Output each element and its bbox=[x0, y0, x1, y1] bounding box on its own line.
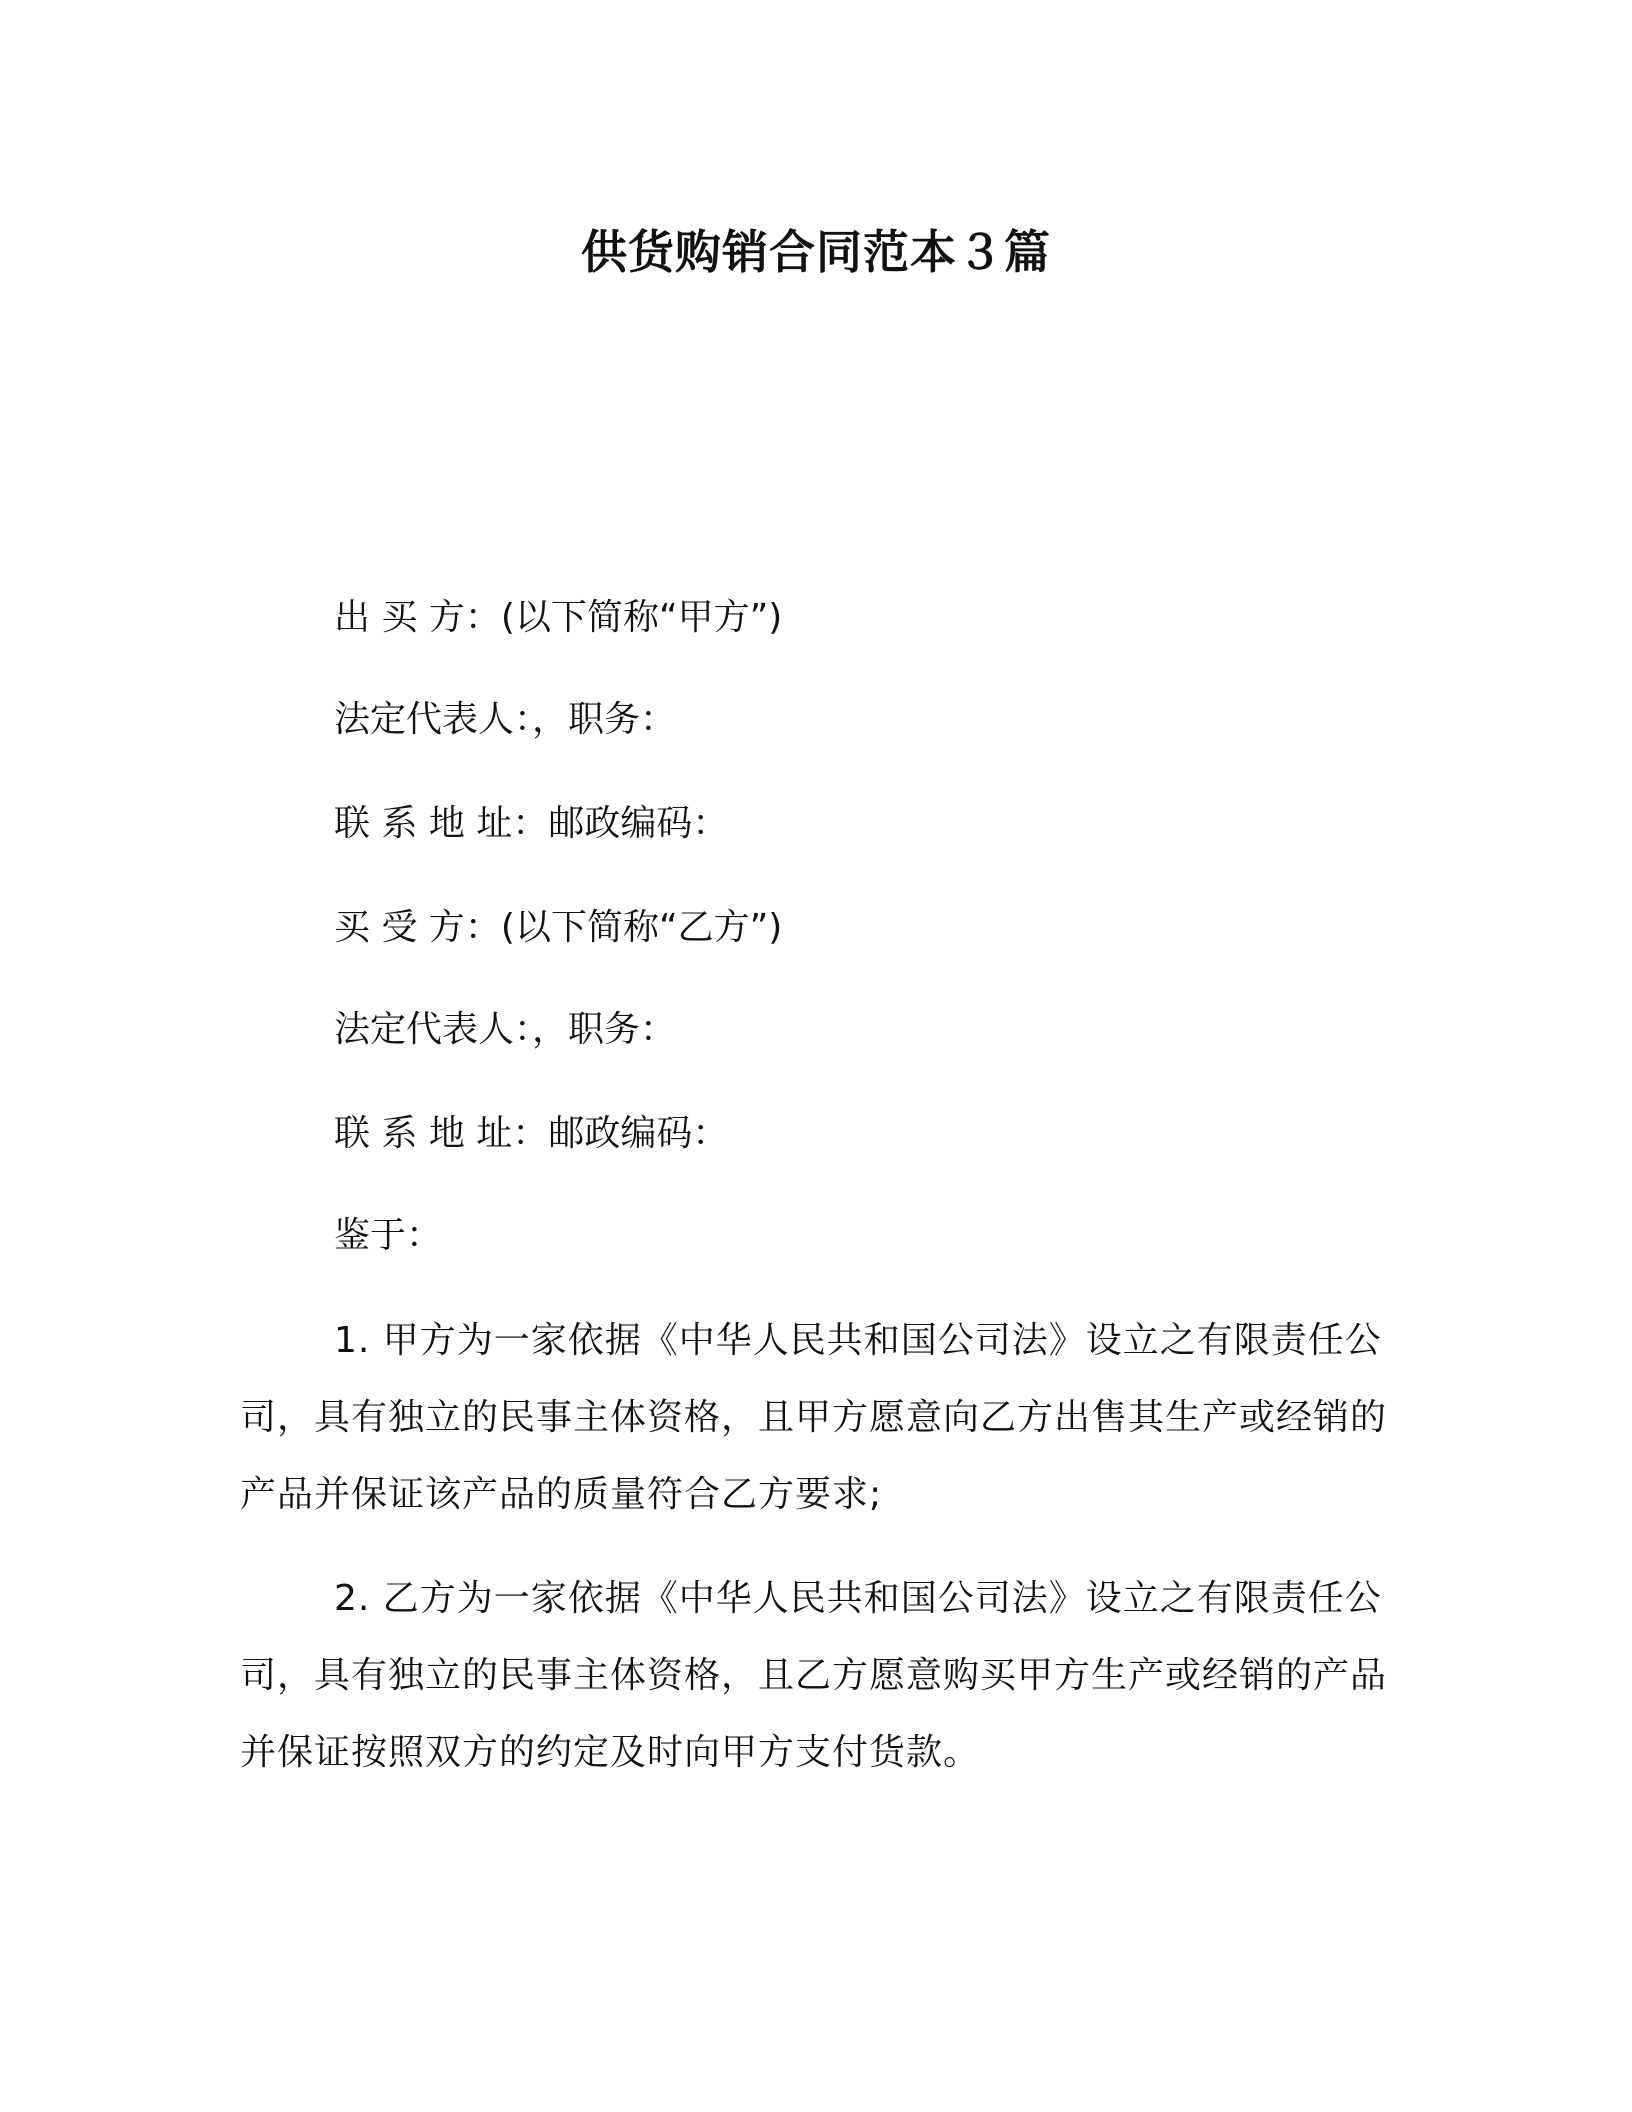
seller-party-line: 出 买 方：(以下简称“甲方”) bbox=[334, 597, 783, 638]
seller-rep-suffix: ，职务： bbox=[532, 699, 677, 740]
buyer-rep-line: 法定代表人：，职务： bbox=[334, 1009, 677, 1050]
document-title: 供货购销合同范本３篇 bbox=[581, 225, 1051, 279]
buyer-rep-suffix: ，职务： bbox=[532, 1009, 677, 1050]
buyer-party-label: 买 受 方 bbox=[334, 907, 465, 948]
seller-party-value: (以下简称“甲方”) bbox=[500, 597, 783, 638]
clause-1: 1. 甲方为一家依据《中华人民共和国公司法》设立之有限责任公司，具有独立的民事主体资格，且甲方愿意向乙方出售其生产或经销的产品并保证该产品的质量符合乙方要求; bbox=[240, 1320, 1388, 1515]
buyer-address-label: 联 系 地 址 bbox=[334, 1113, 513, 1154]
seller-address-line: 联 系 地 址：邮政编码： bbox=[334, 803, 729, 844]
buyer-party-value: (以下简称“乙方”) bbox=[500, 907, 783, 948]
buyer-party-line: 买 受 方：(以下简称“乙方”) bbox=[334, 907, 783, 948]
seller-address-label: 联 系 地 址 bbox=[334, 803, 513, 844]
buyer-postcode-label: 邮政编码： bbox=[548, 1113, 729, 1154]
whereas-heading: 鉴于： bbox=[334, 1215, 443, 1256]
seller-rep-label: 法定代表人 bbox=[334, 699, 515, 740]
seller-postcode-label: 邮政编码： bbox=[548, 803, 729, 844]
seller-rep-line: 法定代表人：，职务： bbox=[334, 699, 677, 740]
buyer-rep-label: 法定代表人 bbox=[334, 1009, 515, 1050]
buyer-address-line: 联 系 地 址：邮政编码： bbox=[334, 1113, 729, 1154]
seller-party-label: 出 买 方 bbox=[334, 597, 465, 638]
clause-2: 2. 乙方为一家依据《中华人民共和国公司法》设立之有限责任公司，具有独立的民事主体资格，且乙方愿意购买甲方生产或经销的产品并保证按照双方的约定及时向甲方支付货款。 bbox=[240, 1578, 1388, 1773]
